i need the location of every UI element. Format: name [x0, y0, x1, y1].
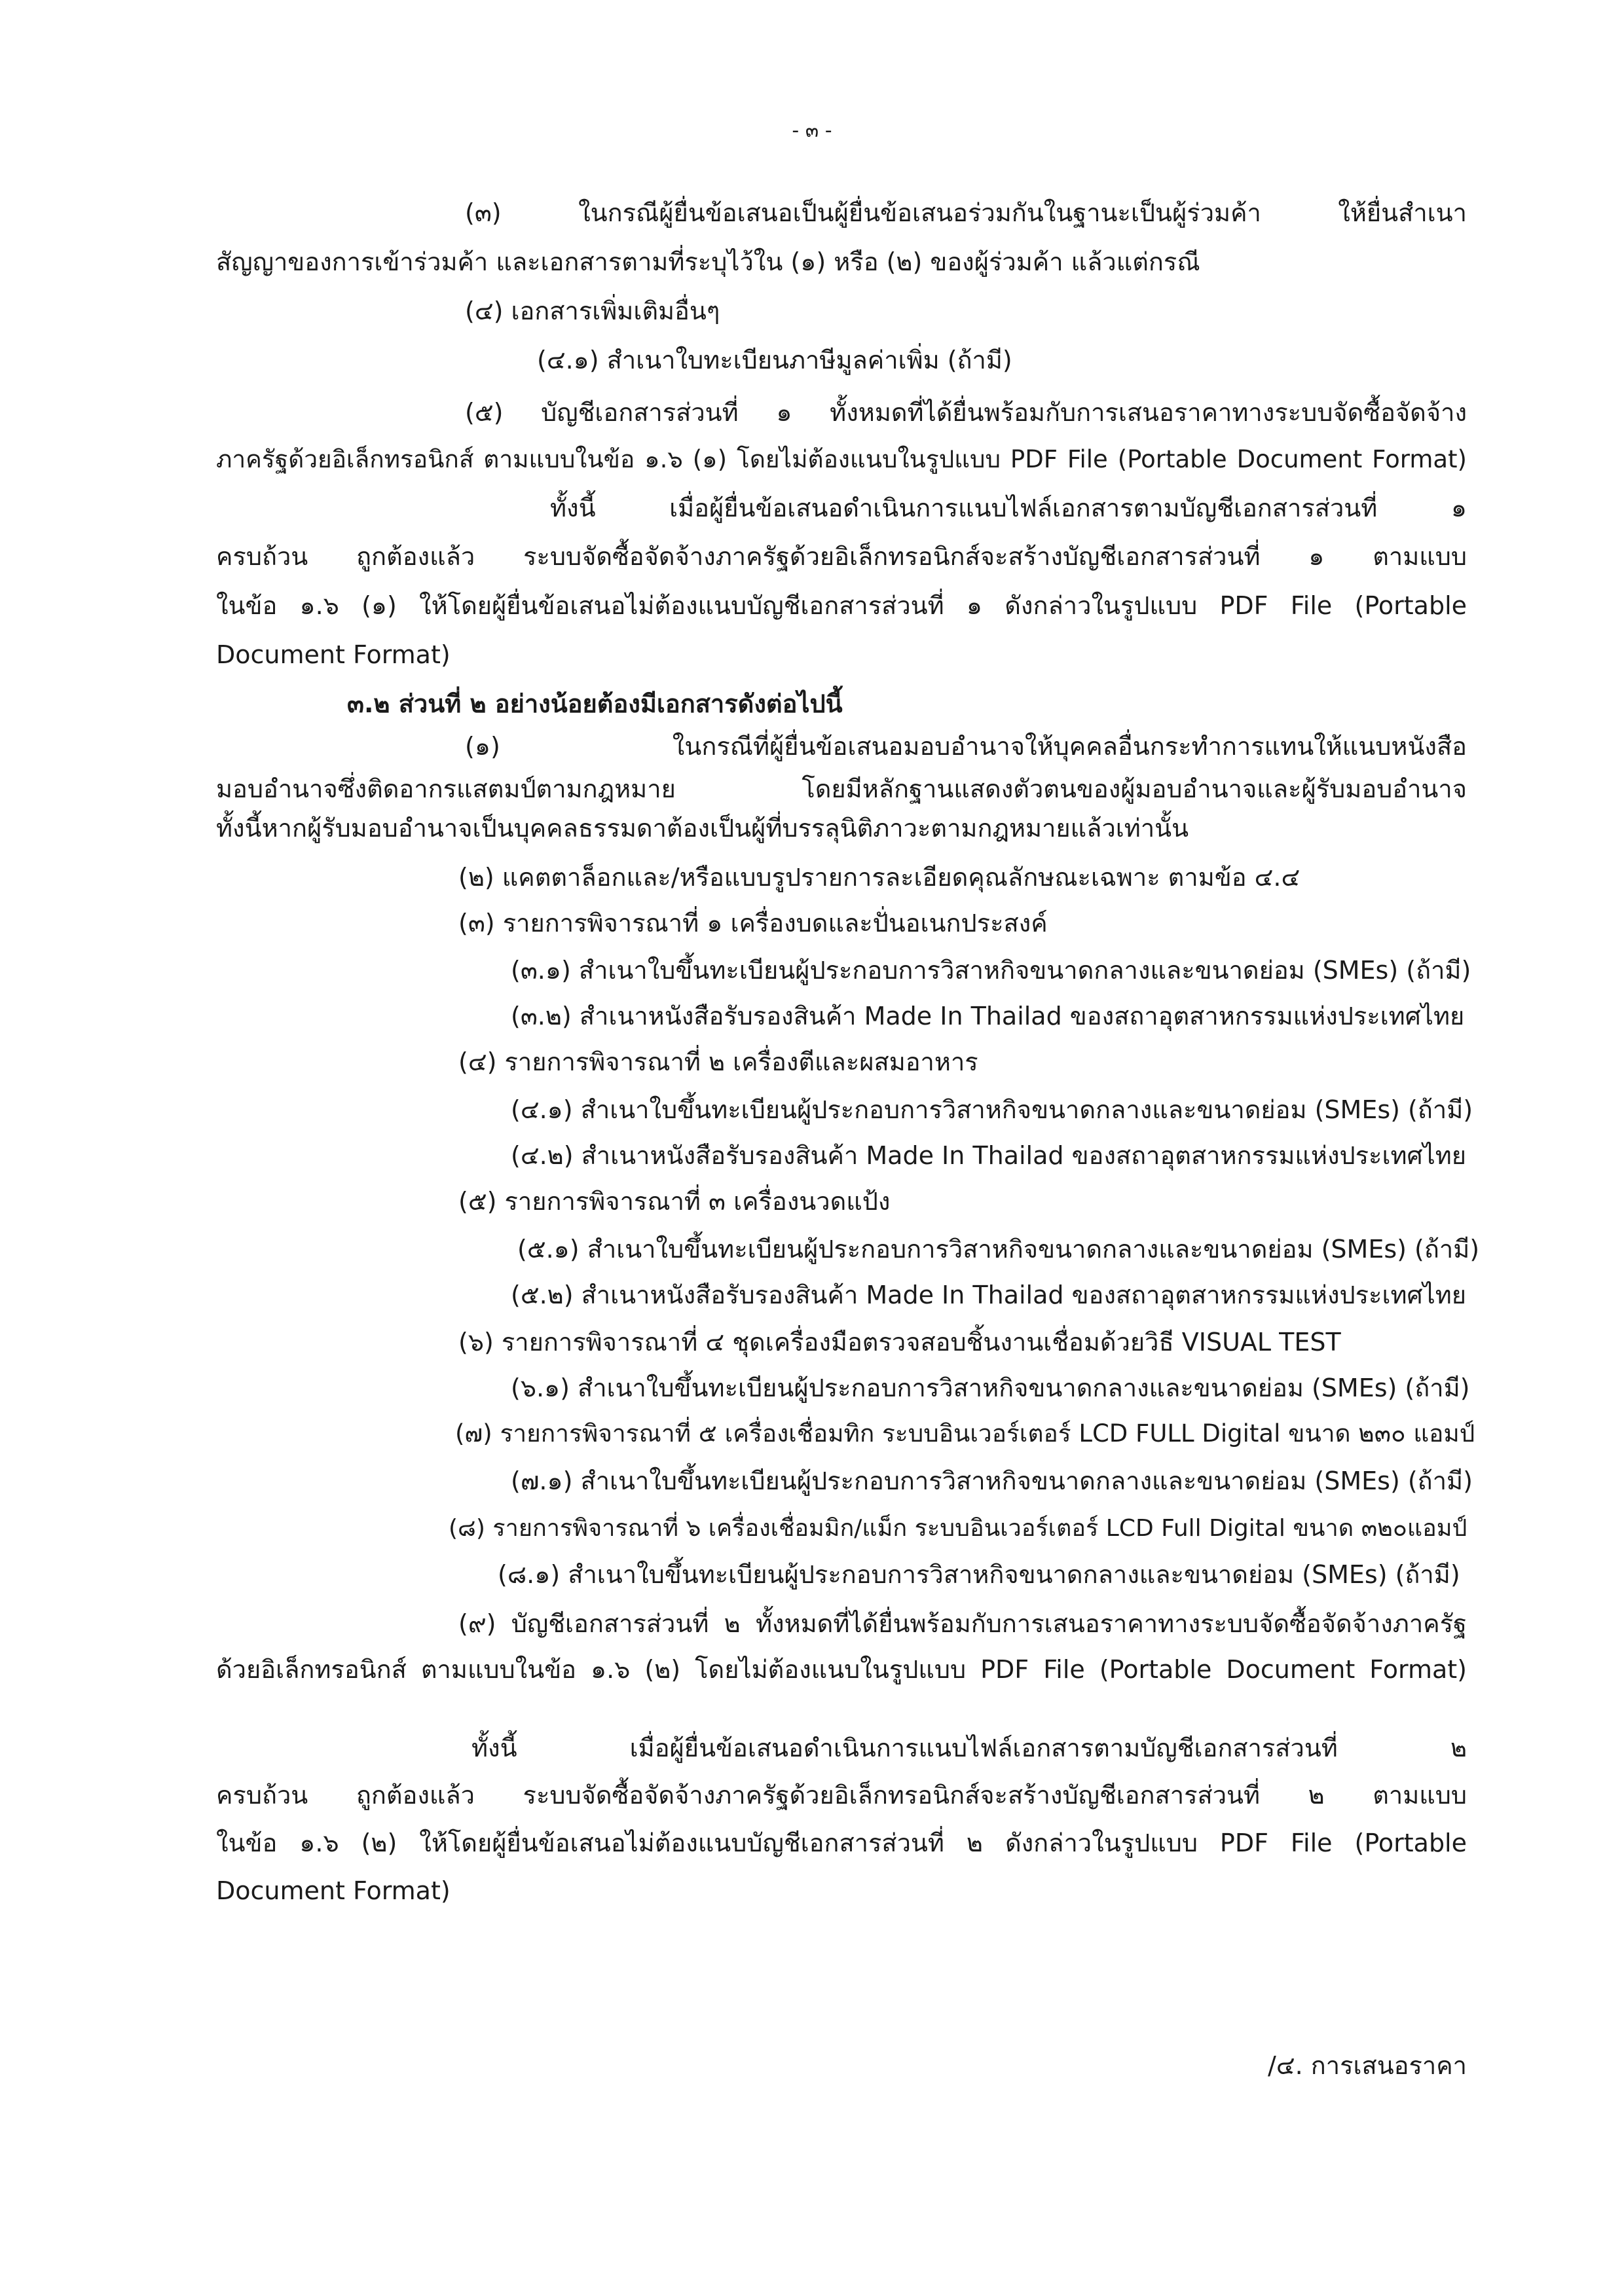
text-line: สัญญาของการเข้าร่วมค้า และเอกสารตามที่ระบุไว้ใน (๑) หรือ (๒) ของผู้ร่วมค้า แล้วแต่กรณี — [216, 247, 1200, 276]
text-line: ทั้งนี้ เมื่อผู้ยื่นข้อเสนอดำเนินการแนบไฟล์เอกสารตามบัญชีเอกสารส่วนที่ ๑ — [550, 494, 1467, 522]
text-line: ครบถ้วน ถูกต้องแล้ว ระบบจัดซื้อจัดจ้างภาครัฐด้วยอิเล็กทรอนิกส์จะสร้างบัญชีเอกสารส่วนที่ ๑ ตามแบบ — [216, 542, 1467, 571]
continuation-note: /๔. การเสนอราคา — [1268, 2051, 1467, 2080]
text-line: ในข้อ ๑.๖ (๑) ให้โดยผู้ยื่นข้อเสนอไม่ต้องแนบบัญชีเอกสารส่วนที่ ๑ ดังกล่าวในรูปแบบ PDF File (Portable — [216, 591, 1467, 620]
text-line: (๕.๒) สำเนาหนังสือรับรองสินค้า Made In Thailad ของสถาอุตสาหกรรมแห่งประเทศไทย — [511, 1281, 1467, 1309]
text-line: (๗.๑) สำเนาใบขึ้นทะเบียนผู้ประกอบการวิสาหกิจขนาดกลางและขนาดย่อม (SMEs) (ถ้ามี) — [511, 1467, 1473, 1495]
text-line: (๖.๑) สำเนาใบขึ้นทะเบียนผู้ประกอบการวิสาหกิจขนาดกลางและขนาดย่อม (SMEs) (ถ้ามี) — [511, 1374, 1470, 1402]
text-line: (๓.๑) สำเนาใบขึ้นทะเบียนผู้ประกอบการวิสาหกิจขนาดกลางและขนาดย่อม (SMEs) (ถ้ามี) — [511, 956, 1471, 985]
text-line: (๙) บัญชีเอกสารส่วนที่ ๒ ทั้งหมดที่ได้ยื่นพร้อมกับการเสนอราคาทางระบบจัดซื้อจัดจ้างภาครัฐ — [458, 1609, 1467, 1638]
page-number: - ๓ - — [792, 119, 832, 142]
text-line: (๘.๑) สำเนาใบขึ้นทะเบียนผู้ประกอบการวิสาหกิจขนาดกลางและขนาดย่อม (SMEs) (ถ้ามี) — [498, 1560, 1460, 1589]
text-line: ภาครัฐด้วยอิเล็กทรอนิกส์ ตามแบบในข้อ ๑.๖ (๑) โดยไม่ต้องแนบในรูปแบบ PDF File (Portable Document Format) — [216, 445, 1467, 473]
text-line: (๔) เอกสารเพิ่มเติมอื่นๆ — [465, 297, 720, 325]
text-line: (๓.๒) สำเนาหนังสือรับรองสินค้า Made In Thailad ของสถาอุตสาหกรรมแห่งประเทศไทย — [511, 1002, 1465, 1030]
text-line: (๖) รายการพิจารณาที่ ๔ ชุดเครื่องมือตรวจสอบชิ้นงานเชื่อมด้วยวิธี VISUAL TEST — [458, 1328, 1341, 1357]
text-line: Document Format) — [216, 1876, 451, 1905]
text-line: ในข้อ ๑.๖ (๒) ให้โดยผู้ยื่นข้อเสนอไม่ต้องแนบบัญชีเอกสารส่วนที่ ๒ ดังกล่าวในรูปแบบ PDF File (Portable — [216, 1829, 1467, 1857]
text-line: (๕.๑) สำเนาใบขึ้นทะเบียนผู้ประกอบการวิสาหกิจขนาดกลางและขนาดย่อม (SMEs) (ถ้ามี) — [517, 1235, 1480, 1264]
text-line: (๒) แคตตาล็อกและ/หรือแบบรูปรายการละเอียดคุณลักษณะเฉพาะ ตามข้อ ๔.๔ — [458, 863, 1301, 892]
text-line: ทั้งนี้หากผู้รับมอบอำนาจเป็นบุคคลธรรมดาต้องเป็นผู้ที่บรรลุนิติภาวะตามกฎหมายแล้วเท่านั้น — [216, 814, 1189, 843]
text-line: ทั้งนี้ เมื่อผู้ยื่นข้อเสนอดำเนินการแนบไฟล์เอกสารตามบัญชีเอกสารส่วนที่ ๒ — [471, 1734, 1467, 1762]
text-line: (๓) ในกรณีผู้ยื่นข้อเสนอเป็นผู้ยื่นข้อเสนอร่วมกันในฐานะเป็นผู้ร่วมค้า ให้ยื่นสำเนา — [465, 198, 1467, 227]
text-line: (๓) รายการพิจารณาที่ ๑ เครื่องบดและปั่นอเนกประสงค์ — [458, 909, 1048, 938]
section-heading: ๓.๒ ส่วนที่ ๒ อย่างน้อยต้องมีเอกสารดังต่อไปนี้ — [347, 689, 843, 718]
text-line: (๗) รายการพิจารณาที่ ๕ เครื่องเชื่อมทิก ระบบอินเวอร์เตอร์ LCD FULL Digital ขนาด ๒๓๐ แอมป์ — [455, 1419, 1475, 1448]
text-line: (๘) รายการพิจารณาที่ ๖ เครื่องเชื่อมมิก/แม็ก ระบบอินเวอร์เตอร์ LCD Full Digital ขนาด ๓๒๐แอมป์ — [449, 1515, 1467, 1542]
text-line: (๔.๑) สำเนาใบทะเบียนภาษีมูลค่าเพิ่ม (ถ้ามี) — [537, 346, 1012, 374]
text-line: (๑) ในกรณีที่ผู้ยื่นข้อเสนอมอบอำนาจให้บุคคลอื่นกระทำการแทนให้แนบหนังสือ — [465, 732, 1467, 761]
text-line: (๕) บัญชีเอกสารส่วนที่ ๑ ทั้งหมดที่ได้ยื่นพร้อมกับการเสนอราคาทางระบบจัดซื้อจัดจ้าง — [465, 398, 1467, 427]
text-line: (๔.๑) สำเนาใบขึ้นทะเบียนผู้ประกอบการวิสาหกิจขนาดกลางและขนาดย่อม (SMEs) (ถ้ามี) — [511, 1095, 1473, 1124]
text-line: Document Format) — [216, 640, 451, 669]
text-line: (๔.๒) สำเนาหนังสือรับรองสินค้า Made In Thailad ของสถาอุตสาหกรรมแห่งประเทศไทย — [511, 1141, 1467, 1170]
text-line: ครบถ้วน ถูกต้องแล้ว ระบบจัดซื้อจัดจ้างภาครัฐด้วยอิเล็กทรอนิกส์จะสร้างบัญชีเอกสารส่วนที่ ๒ ตามแบบ — [216, 1781, 1467, 1810]
text-line: (๕) รายการพิจารณาที่ ๓ เครื่องนวดแป้ง — [458, 1187, 891, 1216]
text-line: มอบอำนาจซึ่งติดอากรแสตมป์ตามกฎหมาย โดยมีหลักฐานแสดงตัวตนของผู้มอบอำนาจและผู้รับมอบอำนาจ — [216, 774, 1467, 803]
text-line: (๔) รายการพิจารณาที่ ๒ เครื่องตีและผสมอาหาร — [458, 1048, 978, 1076]
text-line: ด้วยอิเล็กทรอนิกส์ ตามแบบในข้อ ๑.๖ (๒) โดยไม่ต้องแนบในรูปแบบ PDF File (Portable Document Format) — [216, 1655, 1467, 1684]
